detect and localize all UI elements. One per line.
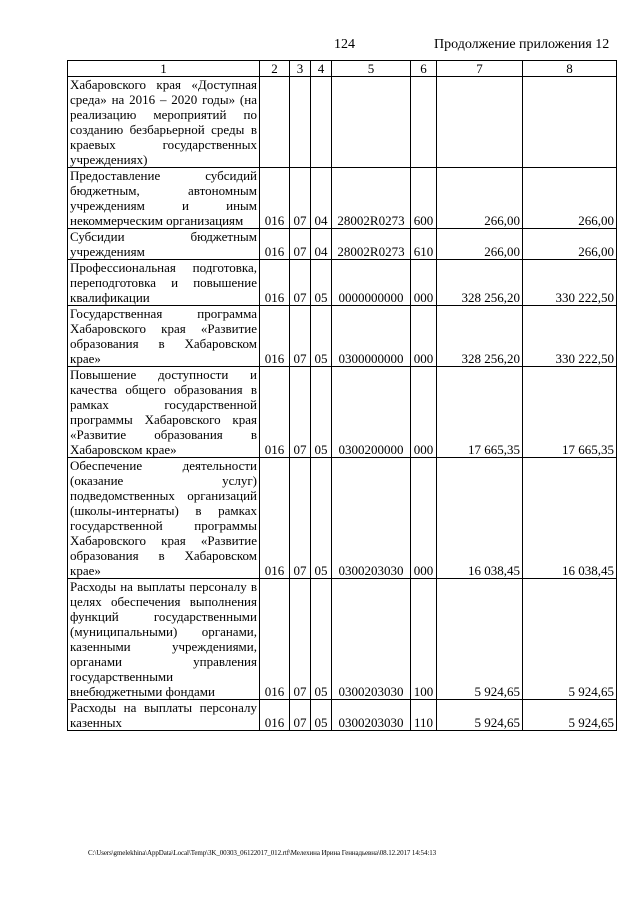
row-description: Профессиональная подготовка, переподготовка и повышение квалификации	[68, 260, 260, 306]
cell-subsection: 05	[311, 306, 332, 367]
cell-section: 07	[290, 458, 311, 579]
col-header-5: 5	[332, 61, 411, 77]
cell-amount-2: 5 924,65	[523, 700, 617, 731]
row-description: Расходы на выплаты персоналу в целях обеспечения выполнения функций государственными (муниципальными) органами, казенными учреждениями, органами управления государственными внебюджетными фондами	[68, 579, 260, 700]
cell-amount-2: 266,00	[523, 168, 617, 229]
cell-ministry: 016	[260, 306, 290, 367]
cell-ministry: 016	[260, 458, 290, 579]
col-header-2: 2	[260, 61, 290, 77]
cell-amount-2: 5 924,65	[523, 579, 617, 700]
col-header-3: 3	[290, 61, 311, 77]
cell-target-item: 0300203030	[332, 700, 411, 731]
cell-subsection: 05	[311, 579, 332, 700]
table-row	[68, 367, 617, 458]
cell-subsection: 04	[311, 168, 332, 229]
row-description: Государственная программа Хабаровского края «Развитие образования в Хабаровском крае»	[68, 306, 260, 367]
cell-expense-type: 000	[411, 260, 437, 306]
cell-ministry: 016	[260, 229, 290, 260]
budget-table	[67, 60, 617, 731]
cell-target-item: 0300000000	[332, 306, 411, 367]
cell-ministry: 016	[260, 700, 290, 731]
cell-target-item: 0300200000	[332, 367, 411, 458]
cell-amount-2: 330 222,50	[523, 306, 617, 367]
cell-amount-1: 266,00	[437, 168, 523, 229]
cell-ministry	[260, 77, 290, 168]
cell-amount-2: 16 038,45	[523, 458, 617, 579]
cell-amount-2: 17 665,35	[523, 367, 617, 458]
cell-ministry: 016	[260, 579, 290, 700]
cell-amount-2: 266,00	[523, 229, 617, 260]
cell-section: 07	[290, 229, 311, 260]
cell-amount-2	[523, 77, 617, 168]
cell-ministry: 016	[260, 367, 290, 458]
table-row	[68, 700, 617, 731]
col-header-7: 7	[437, 61, 523, 77]
cell-amount-1: 328 256,20	[437, 306, 523, 367]
cell-subsection: 04	[311, 229, 332, 260]
cell-subsection: 05	[311, 458, 332, 579]
cell-subsection	[311, 77, 332, 168]
cell-amount-1: 328 256,20	[437, 260, 523, 306]
cell-ministry: 016	[260, 168, 290, 229]
cell-amount-1	[437, 77, 523, 168]
cell-expense-type	[411, 77, 437, 168]
table-row	[68, 260, 617, 306]
file-path-footer: C:\Users\gmelekhina\AppData\Local\Temp\3K_00303_06122017_012.rtf\Мелехина Ирина Геннадьевна\08.12.2017 14:54:13	[88, 849, 437, 857]
cell-target-item: 28002R0273	[332, 229, 411, 260]
col-header-8: 8	[523, 61, 617, 77]
cell-section: 07	[290, 168, 311, 229]
row-description: Хабаровского края «Доступная среда» на 2016 – 2020 годы» (на реализацию мероприятий по созданию безбарьерной среды в краевых государственных учреждениях)	[68, 77, 260, 168]
cell-expense-type: 600	[411, 168, 437, 229]
continuation-title: Продолжение приложения 12	[434, 37, 610, 52]
row-description: Субсидии бюджетным учреждениям	[68, 229, 260, 260]
table-row	[68, 168, 617, 229]
cell-section: 07	[290, 367, 311, 458]
cell-target-item: 0300203030	[332, 458, 411, 579]
cell-section: 07	[290, 260, 311, 306]
cell-section	[290, 77, 311, 168]
row-description: Предоставление субсидий бюджетным, автономным учреждениям и иным некоммерческим организациям	[68, 168, 260, 229]
row-description: Обеспечение деятельности (оказание услуг) подведомственных организаций (школы-интернаты) в рамках государственной программы Хабаровского края «Развитие образования в Хабаровском крае»	[68, 458, 260, 579]
cell-expense-type: 000	[411, 458, 437, 579]
cell-expense-type: 000	[411, 367, 437, 458]
table-row	[68, 229, 617, 260]
col-header-1: 1	[68, 61, 260, 77]
cell-expense-type: 610	[411, 229, 437, 260]
page-number: 124	[334, 37, 355, 52]
cell-expense-type: 110	[411, 700, 437, 731]
cell-amount-2: 330 222,50	[523, 260, 617, 306]
cell-amount-1: 17 665,35	[437, 367, 523, 458]
row-description: Повышение доступности и качества общего образования в рамках государственной программы Хабаровского края «Развитие образования в Хабаровском крае»	[68, 367, 260, 458]
cell-section: 07	[290, 579, 311, 700]
column-number-row	[68, 61, 617, 77]
cell-expense-type: 000	[411, 306, 437, 367]
cell-subsection: 05	[311, 367, 332, 458]
cell-subsection: 05	[311, 700, 332, 731]
cell-target-item: 0300203030	[332, 579, 411, 700]
cell-amount-1: 5 924,65	[437, 579, 523, 700]
table-row	[68, 77, 617, 168]
cell-subsection: 05	[311, 260, 332, 306]
table-row	[68, 458, 617, 579]
row-description: Расходы на выплаты персоналу казенных	[68, 700, 260, 731]
cell-target-item: 28002R0273	[332, 168, 411, 229]
col-header-4: 4	[311, 61, 332, 77]
col-header-6: 6	[411, 61, 437, 77]
cell-amount-1: 266,00	[437, 229, 523, 260]
cell-amount-1: 16 038,45	[437, 458, 523, 579]
cell-target-item	[332, 77, 411, 168]
table-row	[68, 579, 617, 700]
cell-expense-type: 100	[411, 579, 437, 700]
cell-ministry: 016	[260, 260, 290, 306]
cell-amount-1: 5 924,65	[437, 700, 523, 731]
table-row	[68, 306, 617, 367]
cell-section: 07	[290, 306, 311, 367]
cell-target-item: 0000000000	[332, 260, 411, 306]
cell-section: 07	[290, 700, 311, 731]
